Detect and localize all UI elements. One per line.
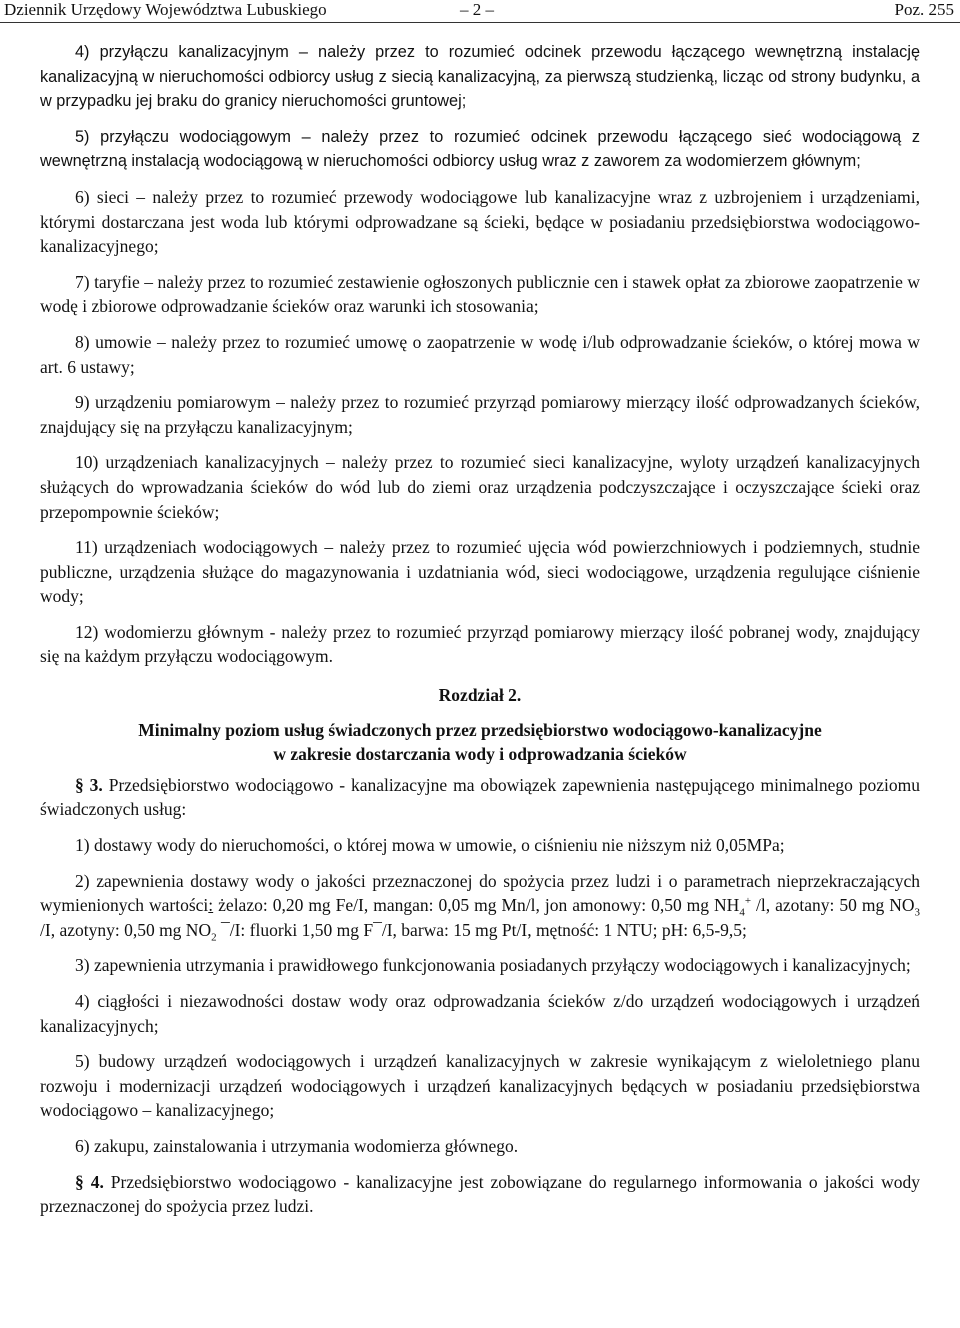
section-3-intro-text: Przedsiębiorstwo wodociągowo - kanalizacyjne ma obowiązek zapewnienia następującego minimalnego poziomu świadczonych usług: <box>40 774 921 820</box>
definition-6: 6) sieci – należy przez to rozumieć przewody wodociągowe lub kanalizacyjne wraz z uzbrojeniem i urządzeniami, którymi dostarczana jest woda lub którymi odprowadzane są ścieki, będące w posiadaniu przedsiębiorstwa wodociągowo-kanalizacyjnego; <box>40 186 920 257</box>
definition-12: 12) wodomierzu głównym - należy przez to rozumieć przyrząd pomiarowy mierzący ilość pobranej wody, znajdujący się na każdym przyłączu wodociągowym. <box>40 621 920 667</box>
section-4 <box>40 1170 920 1219</box>
position-number: Poz. 255 <box>894 0 954 19</box>
nh-subscript: 4 <box>739 906 745 919</box>
document-body <box>40 40 920 1219</box>
definition-7: 7) taryfie – należy przez to rozumieć zestawienie ogłoszonych publicznie cen i stawek opłat za zbiorowe zaopatrzenie w wodę i zbiorowe odprowadzanie ścieków oraz warunki ich stosowania; <box>40 271 920 317</box>
definition-4: 4) przyłączu kanalizacyjnym – należy przez to rozumieć odcinek przewodu łączącego wewnętrzną instalację kanalizacyjną w nieruchomości odbiorcy usług z siecią kanalizacyjną, za pierwszą studzienką, licząc od strony budynku, a w przypadku jej braku do granicy nieruchomości gruntowej; <box>40 43 920 111</box>
section-3-item-1: 1) dostawy wody do nieruchomości, o której mowa w umowie, o ciśnieniu nie niższym niż 0,05MPa; <box>75 835 785 856</box>
journal-title: Dziennik Urzędowy Województwa Lubuskiego <box>4 0 327 19</box>
item-2-colon: : <box>208 895 214 916</box>
definition-5: 5) przyłączu wodociągowym – należy przez to rozumieć odcinek przewodu łączącego sieć wodociągową z wewnętrzną instalacją wodociągową w nieruchomości odbiorcy usług wraz z zaworem za wodomierzem głównym; <box>40 127 920 171</box>
no3-subscript: 3 <box>914 906 920 919</box>
definition-9: 9) urządzeniu pomiarowym – należy przez to rozumieć przyrząd pomiarowy mierzący ilość odprowadzanych ścieków, znajdujący się na przyłączu kanalizacyjnym; <box>40 392 920 437</box>
section-3-mark: § 3. <box>75 774 103 795</box>
section-4-text: Przedsiębiorstwo wodociągowo - kanalizacyjne jest zobowiązane do regularnego informowania o jakości wody przeznaczonej do spożycia przez ludzi. <box>40 1171 921 1217</box>
item-2-text-e: ¯/I: fluorki 1,50 mg F¯/I, barwa: 15 mg Pt/I, mętność: 1 NTU; pH: 6,5-9,5; <box>216 919 747 940</box>
item-2-text-d: /I, azotyny: 0,50 mg NO <box>40 919 212 940</box>
page-header <box>0 0 960 23</box>
section-3-item-6: 6) zakupu, zainstalowania i utrzymania wodomierza głównego. <box>75 1135 519 1156</box>
nh-superscript: + <box>744 895 752 908</box>
chapter-number: Rozdział 2. <box>438 685 522 706</box>
chapter-title-line1: Minimalny poziom usług świadczonych przez przedsiębiorstwo wodociągowo-kanalizacyjne <box>138 719 822 740</box>
chapter-title-line2: w zakresie dostarczania wody i odprowadzania ścieków <box>273 744 687 765</box>
definition-11: 11) urządzeniach wodociągowych – należy przez to rozumieć ujęcia wód powierzchniowych i podziemnych, studnie publiczne, urządzenia służące do magazynowania i uzdatniania wód, sieci wodociągowe, urządzenia regulujące ciśnienie wody; <box>40 537 920 607</box>
section-3-item-2 <box>40 869 920 943</box>
definition-10: 10) urządzeniach kanalizacyjnych – należy przez to rozumieć sieci kanalizacyjne, wyloty urządzeń kanalizacyjnych służących do wprowadzania ścieków do wód lub do ziemi oraz urządzenia podczyszczające i oczyszczające ścieki oraz przepompownie ścieków; <box>40 452 920 522</box>
section-3-intro <box>40 773 920 822</box>
item-2-text-b: żelazo: 0,20 mg Fe/I, mangan: 0,05 mg Mn/l, jon amonowy: 0,50 mg NH <box>213 895 740 916</box>
no2-subscript: 2 <box>211 931 217 944</box>
section-3-item-3: 3) zapewnienia utrzymania i prawidłowego funkcjonowania posiadanych przyłączy wodociągowych i kanalizacyjnych; <box>75 955 911 976</box>
definition-8: 8) umowie – należy przez to rozumieć umowę o zaopatrzenie w wodę i/lub odprowadzanie ścieków, o której mowa w art. 6 ustawy; <box>40 331 920 377</box>
section-3-item-4: 4) ciągłości i niezawodności dostaw wody oraz odprowadzania ścieków z/do urządzeń wodociągowych i urządzeń kanalizacyjnych; <box>40 991 920 1036</box>
section-3-item-5: 5) budowy urządzeń wodociągowych i urządzeń kanalizacyjnych w zakresie wynikającym z wieloletniego planu rozwoju i modernizacji urządzeń wodociągowych i urządzeń kanalizacyjnych będących w posiadaniu przedsiębiorstwa wodociągowo – kanalizacyjnego; <box>40 1051 920 1121</box>
page-number: – 2 – <box>460 0 494 19</box>
item-2-text-a: 2) zapewnienia dostawy wody o jakości przeznaczonej do spożycia przez ludzi i o parametrach nieprzekraczających wymienionych wartości <box>40 870 920 916</box>
section-4-mark: § 4. <box>75 1171 104 1192</box>
item-2-text-c: /l, azotany: 50 mg NO <box>751 895 915 916</box>
